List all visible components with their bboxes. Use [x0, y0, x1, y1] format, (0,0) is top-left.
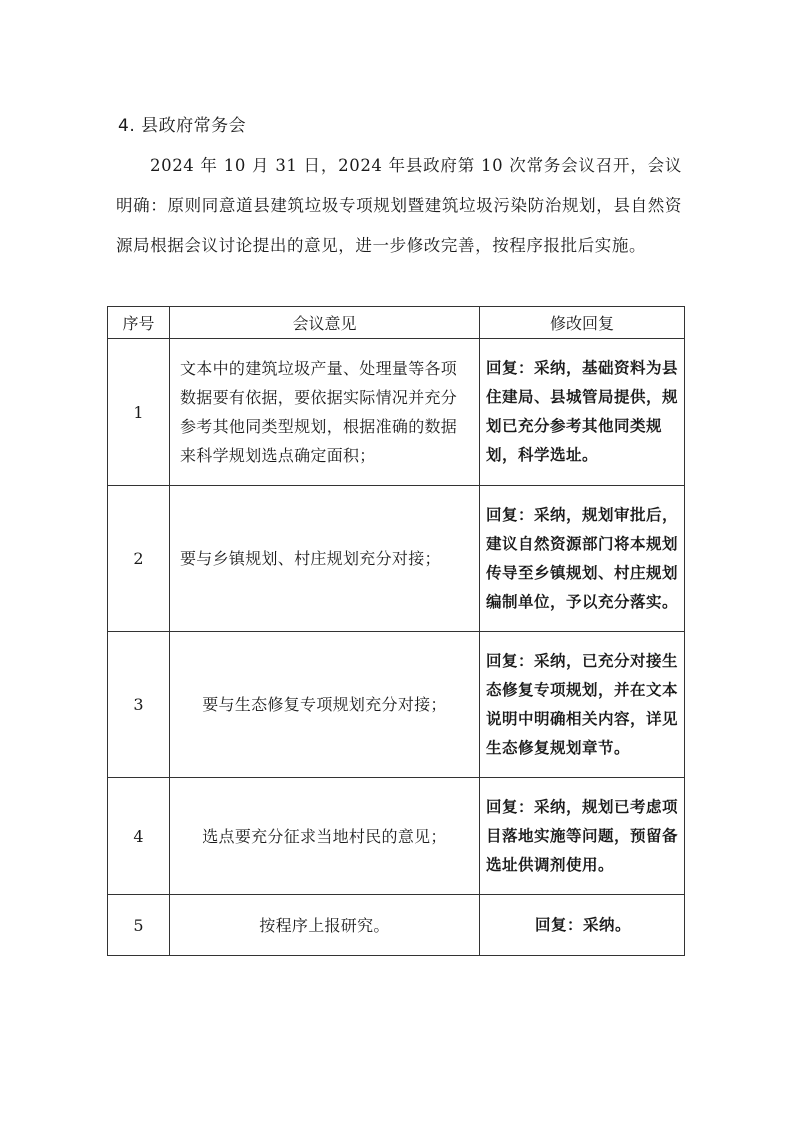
meeting-paragraph: 2024 年 10 月 31 日，2024 年县政府第 10 次常务会议召开，会议明确：原则同意道县建筑垃圾专项规划暨建筑垃圾污染防治规划，县自然资源局根据会议讨论提出的意见，进一步修改完善，按程序报批后实施。: [116, 156, 682, 255]
row-opinion: 选点要充分征求当地村民的意见；: [170, 778, 480, 895]
table-header-row: [108, 307, 685, 339]
row-reply: 回复：采纳。: [480, 895, 685, 956]
row-number: 4: [108, 778, 170, 895]
row-opinion: 要与乡镇规划、村庄规划充分对接；: [170, 486, 480, 632]
row-reply: 回复：采纳，已充分对接生态修复专项规划，并在文本说明中明确相关内容，详见生态修复规划章节。: [480, 632, 685, 778]
table-row: [108, 778, 685, 895]
row-opinion: 要与生态修复专项规划充分对接；: [170, 632, 480, 778]
header-no: 序号: [108, 307, 170, 339]
row-opinion: 按程序上报研究。: [170, 895, 480, 956]
table-row: [108, 339, 685, 486]
opinions-table: [107, 306, 685, 956]
table-row: [108, 895, 685, 956]
row-number: 1: [108, 339, 170, 486]
row-reply: 回复：采纳，规划审批后，建议自然资源部门将本规划传导至乡镇规划、村庄规划编制单位，予以充分落实。: [480, 486, 685, 632]
header-reply: 修改回复: [480, 307, 685, 339]
header-opinion: 会议意见: [170, 307, 480, 339]
row-number: 5: [108, 895, 170, 956]
row-reply: 回复：采纳，基础资料为县住建局、县城管局提供，规划已充分参考其他同类规划，科学选址。: [480, 339, 685, 486]
table-row: [108, 486, 685, 632]
row-number: 2: [108, 486, 170, 632]
row-number: 3: [108, 632, 170, 778]
section-heading: 4. 县政府常务会: [118, 116, 247, 136]
row-reply: 回复：采纳，规划已考虑项目落地实施等问题，预留备选址供调剂使用。: [480, 778, 685, 895]
row-opinion: 文本中的建筑垃圾产量、处理量等各项数据要有依据，要依据实际情况并充分参考其他同类型规划，根据准确的数据来科学规划选点确定面积；: [170, 339, 480, 486]
table-row: [108, 632, 685, 778]
